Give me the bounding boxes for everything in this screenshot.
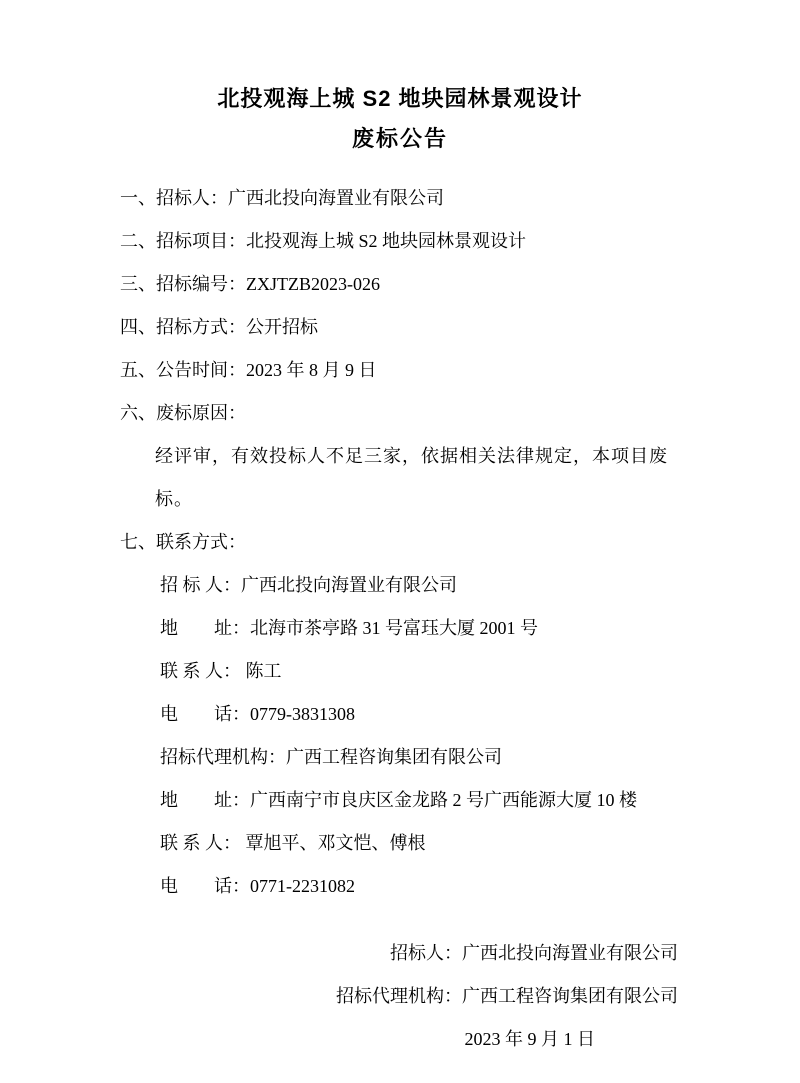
item-tender-method: 四、招标方式：公开招标 [120, 317, 318, 337]
contact-bidder-address: 地 址：北海市茶亭路 31 号富珏大厦 2001 号 [160, 618, 538, 638]
item-project: 二、招标项目：北投观海上城 S2 地块园林景观设计 [120, 231, 527, 251]
document-title: 北投观海上城 S2 地块园林景观设计 [217, 86, 583, 111]
cancel-reason-text: 经评审，有效投标人不足三家，依据相关法律规定，本项目废标。 [155, 446, 668, 509]
contact-agency-person: 联 系 人： 覃旭平、邓文恺、傅根 [160, 833, 426, 853]
signature-block [0, 932, 800, 1061]
contact-agency-name: 招标代理机构：广西工程咨询集团有限公司 [160, 747, 502, 767]
contact-bidder-name: 招 标 人：广西北投向海置业有限公司 [160, 575, 457, 595]
document-subtitle: 废标公告 [351, 126, 448, 151]
contact-agency-phone: 电 话：0771-2231082 [160, 876, 355, 896]
item-announce-date: 五、公告时间：2023 年 8 月 9 日 [120, 360, 377, 380]
signature-bidder: 招标人：广西北投向海置业有限公司 [390, 943, 678, 963]
item-cancel-reason-label: 六、废标原因： [120, 403, 246, 423]
item-contact-label: 七、联系方式： [120, 532, 246, 552]
signature-date: 2023 年 9 月 1 日 [464, 1029, 595, 1049]
item-bidder: 一、招标人：广西北投向海置业有限公司 [120, 188, 444, 208]
signature-agency: 招标代理机构：广西工程咨询集团有限公司 [336, 986, 678, 1006]
document-body [0, 177, 800, 908]
contact-agency-address: 地 址：广西南宁市良庆区金龙路 2 号广西能源大厦 10 楼 [160, 790, 637, 810]
item-tender-number: 三、招标编号：ZXJTZB2023-026 [120, 274, 380, 294]
contact-bidder-person: 联 系 人： 陈工 [160, 661, 282, 681]
contact-bidder-phone: 电 话：0779-3831308 [160, 704, 355, 724]
